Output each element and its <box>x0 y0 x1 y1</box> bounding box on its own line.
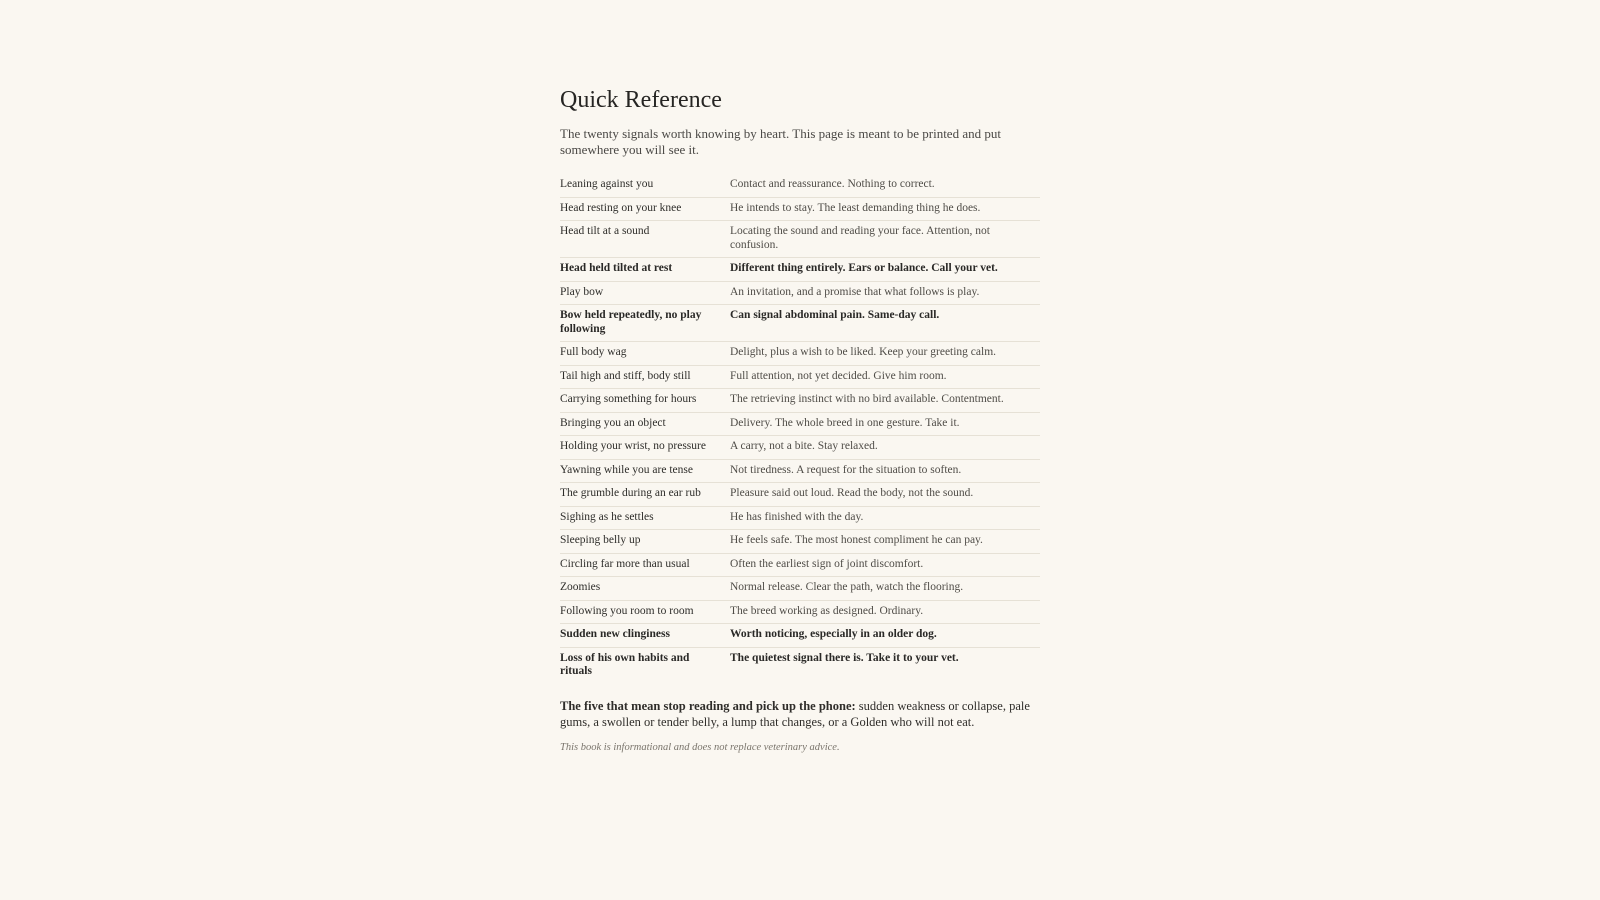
meaning-cell: The breed working as designed. Ordinary. <box>730 604 924 617</box>
meaning-cell: The quietest signal there is. Take it to your vet. <box>730 651 959 664</box>
table-row <box>560 436 1040 460</box>
table-row <box>560 174 1040 197</box>
signal-cell: Sudden new clinginess <box>560 628 670 640</box>
meaning-cell: Full attention, not yet decided. Give him room. <box>730 369 947 382</box>
emergency-callout-body: sudden weakness or collapse, pale gums, a swollen or tender belly, a lump that changes, or a Golden who will not eat. <box>560 698 1030 729</box>
emergency-callout-lead: The five that mean stop reading and pick up the phone: <box>560 698 856 713</box>
table-row <box>560 342 1040 366</box>
meaning-cell: Worth noticing, especially in an older dog. <box>730 628 937 640</box>
signal-cell: Following you room to room <box>560 604 694 617</box>
meaning-cell: A carry, not a bite. Stay relaxed. <box>730 440 878 452</box>
table-row <box>560 624 1040 648</box>
meaning-cell: The retrieving instinct with no bird available. Contentment. <box>730 393 1004 405</box>
signals-table-body <box>560 174 1040 684</box>
signal-cell: The grumble during an ear rub <box>560 487 701 499</box>
meaning-cell: Can signal abdominal pain. Same-day call. <box>730 309 940 321</box>
signal-cell: Circling far more than usual <box>560 557 690 570</box>
table-row <box>560 221 1040 258</box>
table-row <box>560 553 1040 577</box>
signal-cell: Zoomies <box>560 581 601 593</box>
table-row <box>560 365 1040 389</box>
table-row <box>560 530 1040 554</box>
quick-reference-page <box>560 84 1040 753</box>
table-row <box>560 600 1040 624</box>
signal-cell: Sleeping belly up <box>560 534 641 546</box>
meaning-cell: Not tiredness. A request for the situation to soften. <box>730 463 962 476</box>
table-row <box>560 506 1040 530</box>
table-row <box>560 412 1040 436</box>
signal-cell: Yawning while you are tense <box>560 463 693 476</box>
signal-cell: Sighing as he settles <box>560 510 654 523</box>
meaning-cell: He has finished with the day. <box>730 510 864 523</box>
emergency-callout <box>560 698 1040 730</box>
signal-cell: Head held tilted at rest <box>560 262 673 274</box>
meaning-cell: Delivery. The whole breed in one gesture. Take it. <box>730 416 960 429</box>
meaning-cell: Often the earliest sign of joint discomfort. <box>730 557 924 570</box>
meaning-cell: Normal release. Clear the path, watch the flooring. <box>730 581 964 593</box>
meaning-cell: Locating the sound and reading your face. Attention, not confusion. <box>730 225 990 251</box>
signal-cell: Full body wag <box>560 346 627 358</box>
signal-cell: Leaning against you <box>560 178 654 190</box>
meaning-cell: He feels safe. The most honest compliment he can pay. <box>730 534 983 546</box>
table-row <box>560 647 1040 684</box>
table-row <box>560 281 1040 305</box>
meaning-cell: Different thing entirely. Ears or balance. Call your vet. <box>730 262 998 274</box>
table-row <box>560 305 1040 342</box>
table-row <box>560 258 1040 282</box>
table-row <box>560 197 1040 221</box>
signal-cell: Head resting on your knee <box>560 201 682 214</box>
meaning-cell: He intends to stay. The least demanding thing he does. <box>730 201 981 214</box>
signal-cell: Loss of his own habits and rituals <box>560 651 690 677</box>
signal-cell: Bow held repeatedly, no play following <box>560 309 702 335</box>
meaning-cell: An invitation, and a promise that what follows is play. <box>730 285 980 298</box>
meaning-cell: Delight, plus a wish to be liked. Keep your greeting calm. <box>730 346 997 358</box>
page-title: Quick Reference <box>560 87 722 113</box>
table-row <box>560 389 1040 413</box>
meaning-cell: Pleasure said out loud. Read the body, not the sound. <box>730 487 974 499</box>
table-row <box>560 459 1040 483</box>
signal-cell: Carrying something for hours <box>560 393 697 405</box>
signal-cell: Holding your wrist, no pressure <box>560 440 706 452</box>
disclaimer: This book is informational and does not replace veterinary advice. <box>560 741 840 753</box>
signal-cell: Bringing you an object <box>560 416 666 429</box>
page-intro: The twenty signals worth knowing by heart. This page is meant to be printed and put somewhere you will see it. <box>560 126 1001 157</box>
signals-table <box>560 174 1040 684</box>
table-row <box>560 577 1040 601</box>
meaning-cell: Contact and reassurance. Nothing to correct. <box>730 178 935 190</box>
signal-cell: Play bow <box>560 285 604 298</box>
signal-cell: Tail high and stiff, body still <box>560 369 691 382</box>
table-row <box>560 483 1040 507</box>
signal-cell: Head tilt at a sound <box>560 225 650 237</box>
